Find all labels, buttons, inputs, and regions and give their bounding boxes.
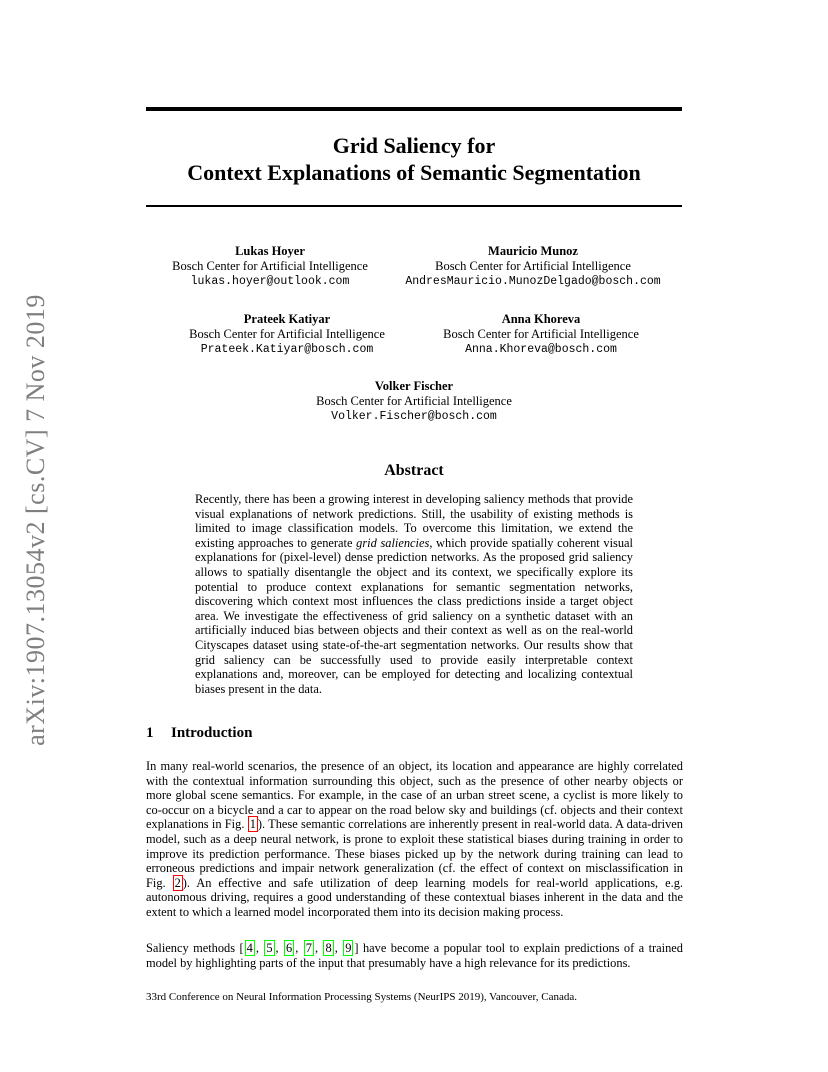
top-rule: [146, 107, 682, 111]
author-affiliation: Bosch Center for Artificial Intelligence: [316, 394, 512, 408]
author-name: Prateek Katiyar: [243, 312, 331, 326]
citation-link[interactable]: 8: [325, 941, 332, 955]
abstract-text-part: , which provide spatially coherent visual explanations for (pixel-level) dense prediction networks. As the proposed grid saliency allows to spatially disentangle the object and its context, we specifically explore its potential to produce context explanations for semantic segmentation networks, discovering which context most influences the class predictions inside a target object area. We investigate the effectiveness of grid saliency on a synthetic dataset with an artificially induced bias between objects and their context as well as on the real-world Cityscapes dataset using state-of-the-art segmentation networks. Our results show that grid saliency can be successfully used to provide easily interpretable context explanations and, moreover, can be employed for detecting and localizing contextual biases present in the data.: [195, 535, 633, 696]
intro-paragraph-2: Saliency methods [ 4 , 5 , 6 , 7 , 8 , 9 ] have become a popular tool to explain predictions of a trained model by highlighting parts of the input that presumably have a high relevance for its predictions.: [146, 941, 683, 970]
figure-reference-link[interactable]: 2: [174, 875, 181, 890]
author-block: [189, 312, 385, 357]
conference-footnote: 33rd Conference on Neural Information Processing Systems (NeurIPS 2019), Vancouver, Canada.: [146, 991, 578, 1003]
section-heading: [146, 724, 252, 742]
author-name: Lukas Hoyer: [235, 244, 305, 258]
title-line-2: Context Explanations of Semantic Segmentation: [187, 160, 641, 185]
abstract-emphasis: grid saliencies: [356, 535, 430, 550]
abstract-text-part: Recently, there has been a growing interest in developing saliency methods that provide visual explanations of network predictions. Still, the usability of existing methods is limited to image classification models. To overcome this limitation, we extend the existing approaches to generate: [195, 492, 633, 550]
author-email[interactable]: AndresMauricio.MunozDelgado@bosch.com: [405, 275, 661, 288]
author-affiliation: Bosch Center for Artificial Intelligence: [443, 327, 639, 341]
abstract-heading: Abstract: [384, 462, 444, 479]
citation-link[interactable]: 7: [305, 941, 312, 955]
arxiv-stamp: arXiv:1907.13054v2 [cs.CV] 7 Nov 2019: [21, 294, 50, 746]
author-block: [443, 312, 639, 357]
author-affiliation: Bosch Center for Artificial Intelligence: [189, 327, 385, 341]
author-email[interactable]: lukas.hoyer@outlook.com: [190, 275, 350, 288]
title-line-1: Grid Saliency for: [332, 133, 496, 158]
author-email[interactable]: Anna.Khoreva@bosch.com: [465, 343, 617, 356]
paragraph-text: ] have become a popular tool to explain predictions of a trained model by highlighting parts of the input that presumably have a high relevance for its predictions.: [146, 941, 683, 970]
author-block: [316, 379, 512, 424]
paragraph-text: ). These semantic correlations are inherently present in real-world data. A data-driven model, such as a deep neural network, is prone to exploit these statistical biases during training in order to improve its prediction performance. These biases picked up by the network during training can lead to erroneous predictions and impair network generalization (cf. the effect of context on misclassification in Fig.: [146, 817, 684, 890]
paragraph-text: Saliency methods [: [146, 941, 244, 955]
author-name: Anna Khoreva: [501, 312, 581, 326]
citation-link[interactable]: 5: [266, 941, 273, 955]
paragraph-text: ). An effective and safe utilization of deep learning models for real-world applications, e.g. autonomous driving, requires a good understanding of these contextual biases inherent in the data and the extent to which a learned model incorporated them into its decision making process.: [146, 875, 683, 919]
citation-link[interactable]: 9: [345, 941, 352, 955]
author-name: Mauricio Munoz: [488, 244, 578, 258]
author-block: [405, 244, 660, 289]
figure-reference-link[interactable]: 1: [249, 817, 256, 832]
paper-title: [146, 132, 682, 186]
author-block: [172, 244, 368, 289]
abstract-text: [195, 492, 633, 696]
title-bottom-rule: [146, 205, 682, 207]
intro-paragraph-1: [146, 759, 683, 920]
author-name: Volker Fischer: [374, 379, 454, 393]
paragraph-text: In many real-world scenarios, the presence of an object, its location and appearance are highly correlated with the contextual information surrounding this object, such as the presence of other nearby objects or more global scene semantics. For example, in the case of an urban street scene, a cyclist is more likely to co-occur on a bicycle and a car to appear on the road below sky and buildings (cf. objects and their context explanations in Fig.: [146, 759, 683, 832]
section-number: 1: [146, 725, 154, 741]
author-affiliation: Bosch Center for Artificial Intelligence: [435, 259, 631, 273]
citation-link[interactable]: 6: [286, 941, 293, 955]
author-email[interactable]: Prateek.Katiyar@bosch.com: [200, 343, 374, 356]
author-email[interactable]: Volker.Fischer@bosch.com: [331, 410, 497, 423]
section-title: Introduction: [171, 725, 253, 741]
citation-link[interactable]: 4: [246, 941, 253, 955]
author-affiliation: Bosch Center for Artificial Intelligence: [172, 259, 368, 273]
